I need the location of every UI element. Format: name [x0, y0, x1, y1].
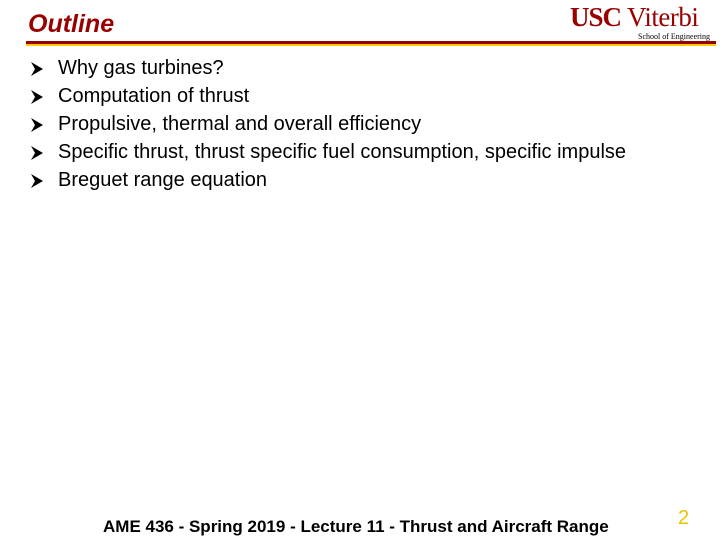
logo-school-text: School of Engineering [638, 32, 710, 41]
outline-list [30, 54, 626, 194]
slide-footer: AME 436 - Spring 2019 - Lecture 11 - Thrust and Aircraft Range [103, 517, 609, 536]
page-number: 2 [678, 507, 690, 529]
logo-viterbi-text: Viterbi [627, 2, 699, 32]
title-divider-accent [26, 44, 716, 46]
list-item-text: Why gas turbines? [58, 56, 224, 79]
list-item-text: Propulsive, thermal and overall efficiency [58, 112, 422, 135]
list-item [30, 82, 626, 110]
list-item-text: Breguet range equation [58, 168, 268, 191]
arrowhead-bullet-icon [30, 86, 58, 106]
usc-viterbi-logo [570, 2, 712, 42]
arrowhead-bullet-icon [30, 170, 58, 190]
arrowhead-bullet-icon [30, 58, 58, 78]
list-item [30, 54, 626, 82]
slide-title: Outline [28, 10, 115, 38]
list-item [30, 138, 626, 166]
list-item [30, 110, 626, 138]
list-item [30, 166, 626, 194]
list-item-text: Specific thrust, thrust specific fuel consumption, specific impulse [58, 140, 627, 163]
logo-usc-text: USC [570, 2, 622, 32]
arrowhead-bullet-icon [30, 114, 58, 134]
arrowhead-bullet-icon [30, 142, 58, 162]
list-item-text: Computation of thrust [58, 84, 250, 107]
